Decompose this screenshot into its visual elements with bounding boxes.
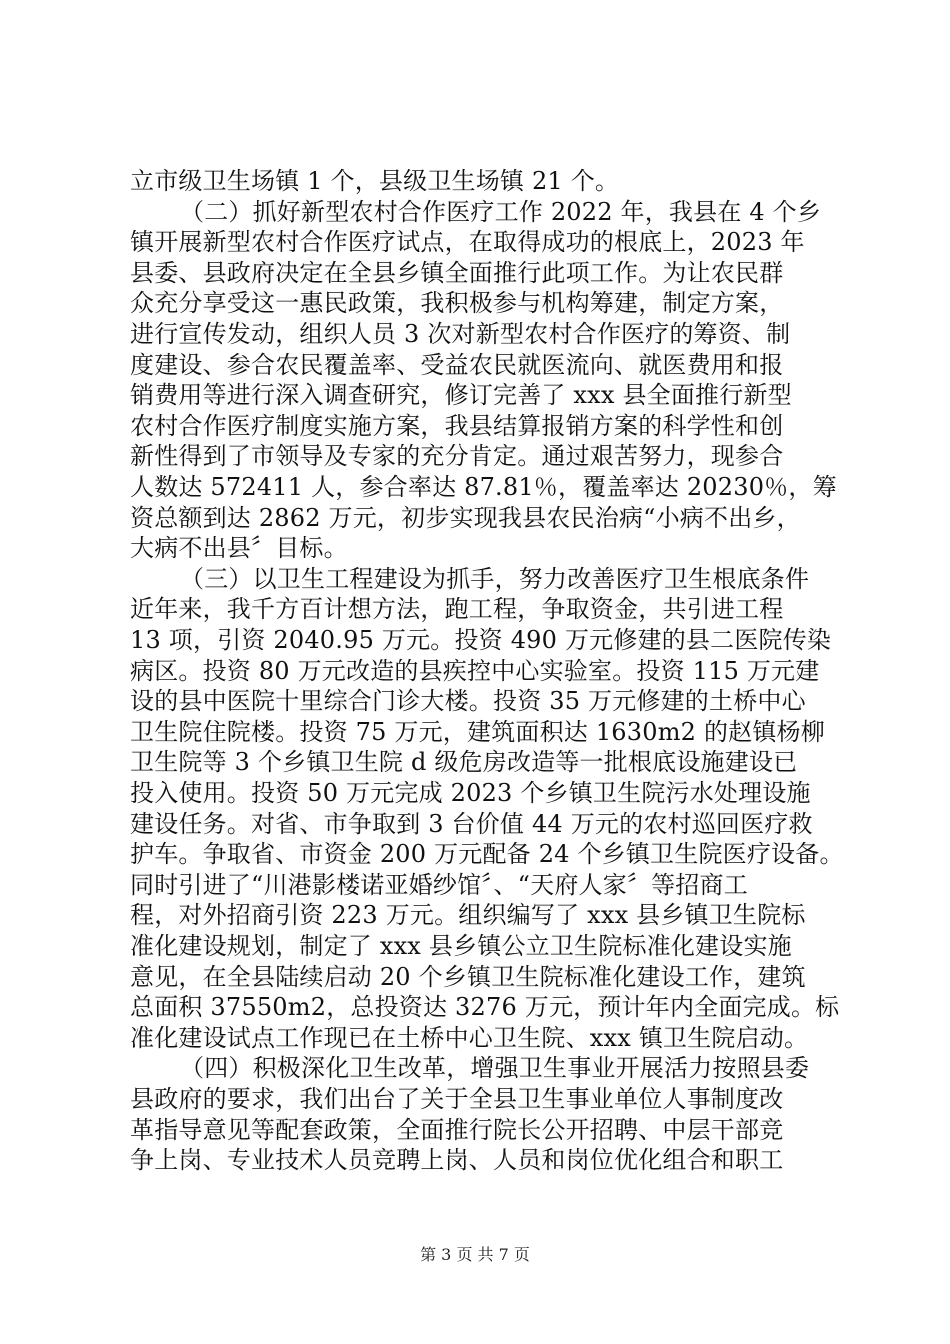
text-line: 病区。投资 80 万元改造的县疾控中心实验室。投资 115 万元建 bbox=[130, 656, 820, 685]
page-number-footer: 第 3 页 共 7 页 bbox=[420, 1245, 530, 1264]
text-line: 同时引进了“川港影楼诺亚婚纱馆〞、“天府人家〞等招商工 bbox=[130, 870, 748, 899]
text-line: 准化建设规划，制定了 xxx 县乡镇公立卫生院标准化建设实施 bbox=[130, 932, 792, 960]
text-line: 新性得到了市领导及专家的充分肯定。通过艰苦努力，现参合 bbox=[130, 442, 784, 471]
text-line: 建设任务。对省、市争取到 3 台价值 44 万元的农村巡回医疗救 bbox=[130, 809, 813, 838]
text-line: 进行宣传发动，组织人员 3 次对新型农村合作医疗的筹资、制 bbox=[130, 320, 791, 348]
text-line: 程，对外招商引资 223 万元。组织编写了 xxx 县乡镇卫生院标 bbox=[130, 901, 806, 930]
text-line: 资总额到达 2862 万元，初步实现我县农民治病“小病不出乡， bbox=[130, 503, 801, 532]
text-line: 准化建设试点工作现已在土桥中心卫生院、xxx 镇卫生院启动。 bbox=[130, 1023, 809, 1052]
text-line: 总面积 37550m2，总投资达 3276 万元，预计年内全面完成。标 bbox=[130, 993, 840, 1022]
text-line: 革指导意见等配套政策，全面推行院长公开招聘、中层干部竞 bbox=[130, 1115, 784, 1144]
text-line: 大病不出县〞目标。 bbox=[130, 534, 348, 563]
text-line: 销费用等进行深入调查研究，修订完善了 xxx 县全面推行新型 bbox=[130, 381, 792, 410]
paragraph-heading-line: （三）以卫生工程建设为抓手，努力改善医疗卫生根底条件 bbox=[180, 564, 810, 593]
text-line: 投入使用。投资 50 万元完成 2023 个乡镇卫生院污水处理设施 bbox=[130, 779, 811, 807]
text-line: 人数达 572411 人，参合率达 87.81％，覆盖率达 20230％，筹 bbox=[130, 473, 837, 501]
text-line: 度建设、参合农民覆盖率、受益农民就医流向、就医费用和报 bbox=[130, 350, 784, 379]
text-line: 13 项，引资 2040.95 万元。投资 490 万元修建的县二医院传染 bbox=[130, 626, 832, 654]
text-line: 近年来，我千方百计想方法，跑工程，争取资金，共引进工程 bbox=[130, 595, 784, 624]
text-line: 众充分享受这一惠民政策，我积极参与机构筹建，制定方案， bbox=[130, 289, 784, 318]
text-line: 农村合作医疗制度实施方案，我县结算报销方案的科学性和创 bbox=[130, 411, 784, 440]
text-line: 设的县中医院十里综合门诊大楼。投资 35 万元修建的土桥中心 bbox=[130, 687, 806, 716]
paragraph-heading-line: （二）抓好新型农村合作医疗工作 2022 年，我县在 4 个乡 bbox=[180, 197, 822, 226]
text-line: 卫生院住院楼。投资 75 万元，建筑面积达 1630m2 的赵镇杨柳 bbox=[130, 717, 825, 746]
text-line: 意见，在全县陆续启动 20 个乡镇卫生院标准化建设工作，建筑 bbox=[130, 962, 806, 991]
text-line: 护车。争取省、市资金 200 万元配备 24 个乡镇卫生院医疗设备。 bbox=[130, 840, 844, 869]
text-line: 争上岗、专业技术人员竞聘上岗、人员和岗位优化组合和职工 bbox=[130, 1146, 784, 1175]
text-line: 镇开展新型农村合作医疗试点，在取得成功的根底上，2023 年 bbox=[130, 228, 805, 257]
text-line: 立市级卫生场镇 1 个，县级卫生场镇 21 个。 bbox=[130, 167, 620, 195]
text-line: 县委、县政府决定在全县乡镇全面推行此项工作。为让农民群 bbox=[130, 258, 784, 287]
text-line: 县政府的要求，我们出台了关于全县卫生事业单位人事制度改 bbox=[130, 1085, 784, 1113]
text-line: 卫生院等 3 个乡镇卫生院 d 级危房改造等一批根底设施建设已 bbox=[130, 748, 798, 777]
paragraph-heading-line: （四）积极深化卫生改革，增强卫生事业开展活力按照县委 bbox=[180, 1054, 810, 1083]
